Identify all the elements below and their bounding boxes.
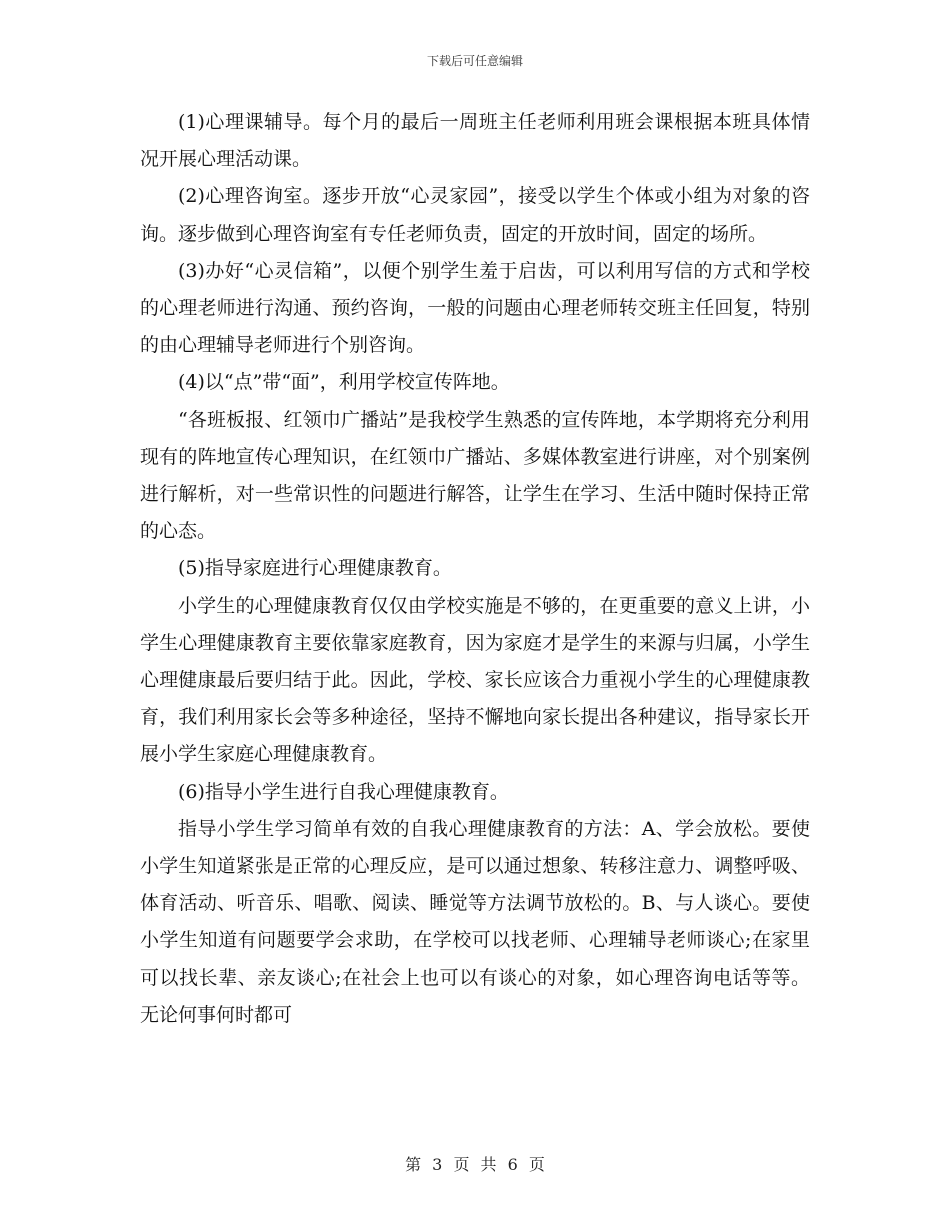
paragraph-1: (1)心理课辅导。每个月的最后一周班主任老师利用班会课根据本班具体情况开展心理活动课。 [140,111,810,171]
paragraph-8: (6)指导小学生进行自我心理健康教育。 [178,780,509,803]
paragraph-4: (4)以“点”带“面”，利用学校宣传阵地。 [178,371,510,394]
paragraph-2: (2)心理咨询室。逐步开放“心灵家园”，接受以学生个体或小组为对象的咨询。逐步做到心理咨询室有专任老师负责，固定的开放时间，固定的场所。 [140,185,810,245]
paragraph-7: 小学生的心理健康教育仅仅由学校实施是不够的，在更重要的意义上讲，小学生心理健康教育主要依靠家庭教育，因为家庭才是学生的来源与归属，小学生心理健康最后要归结于此。因此，学校、家长应该合力重视小学生的心理健康教育，我们利用家长会等多种途径，坚持不懈地向家长提出各种建议，指导家长开展小学生家庭心理健康教育。 [140,594,810,766]
page-header: 下载后可任意编辑 [426,54,523,68]
paragraph-6: (5)指导家庭进行心理健康教育。 [178,557,452,580]
paragraph-3: (3)办好“心灵信箱”，以便个别学生羞于启齿，可以利用写信的方式和学校的心理老师进行沟通、预约咨询，一般的问题由心理老师转交班主任回复，特别的由心理辅导老师进行个别咨询。 [140,259,810,357]
page-number: 第 3 页 共 6 页 [405,1155,545,1174]
paragraph-9: 指导小学生学习简单有效的自我心理健康教育的方法：A、学会放松。要使小学生知道紧张是正常的心理反应，是可以通过想象、转移注意力、调整呼吸、体育活动、听音乐、唱歌、阅读、睡觉等方法调节放松的。B、与人谈心。要使小学生知道有问题要学会求助，在学校可以找老师、心理辅导老师谈心;在家里可以找长辈、亲友谈心;在社会上也可以有谈心的对象，如心理咨询电话等等。无论何事何时都可 [140,817,810,1026]
paragraph-5: “各班板报、红领巾广播站”是我校学生熟悉的宣传阵地，本学期将充分利用现有的阵地宣传心理知识，在红领巾广播站、多媒体教室进行讲座，对个别案例进行解析，对一些常识性的问题进行解答，让学生在学习、生活中随时保持正常的心态。 [140,408,810,543]
document-body [140,104,810,1034]
